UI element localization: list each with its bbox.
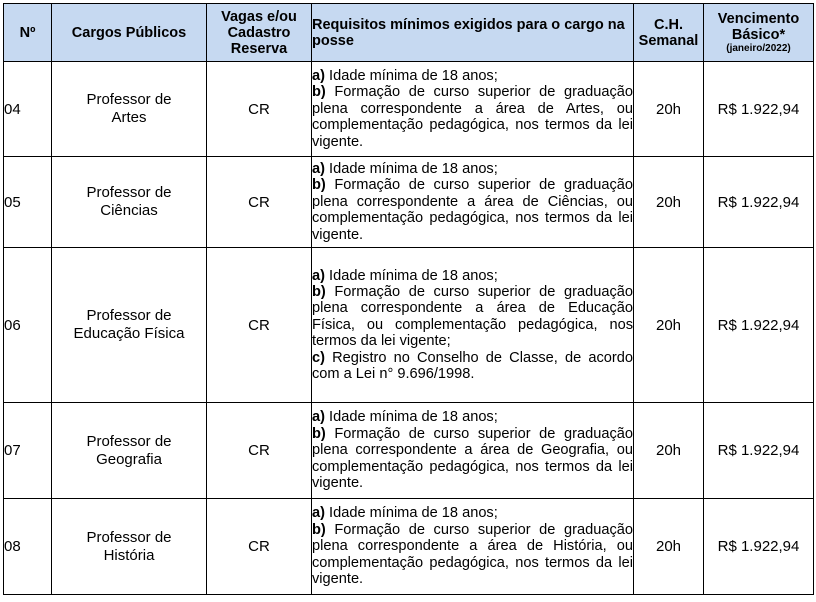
cell-vagas: CR [207,157,312,248]
cell-vagas: CR [207,403,312,499]
cell-numero: 06 [4,248,52,403]
requisito-label: b) [312,521,326,538]
cell-vagas: CR [207,499,312,595]
cell-cargo [52,62,207,157]
cell-requisitos [312,62,634,157]
cell-vagas: CR [207,62,312,157]
header-ch-line: Semanal [638,32,699,49]
requisito-label: b) [312,425,326,442]
cell-carga-horaria: 20h [634,157,704,248]
cargos-table [3,3,814,595]
requisito-a [312,409,633,425]
header-venc-line: Vencimento [717,10,800,27]
cell-numero: 08 [4,499,52,595]
requisito-text: Idade mínima de 18 anos; [324,409,498,426]
cell-cargo [52,248,207,403]
requisito-text: Idade mínima de 18 anos; [324,67,498,84]
requisito-b [312,522,633,588]
header-vagas-line: Vagas e/ou [221,8,297,25]
cargo-line: Professor de [86,528,172,546]
table-row [4,157,814,248]
requisito-text: Formação de curso superior de graduação plena correspondente a área de História, ou complementação pedagógica, nos termos da lei vigente. [312,521,633,588]
requisito-label: a) [312,67,325,84]
cell-vencimento: R$ 1.922,94 [704,403,814,499]
requisito-a [312,505,633,521]
header-carga-horaria [634,4,704,62]
requisito-label: c) [312,349,325,366]
cargo-line: Professor de [86,432,172,450]
cargo-line: Ciências [100,202,158,219]
requisito-text: Formação de curso superior de graduação plena correspondente a área de Ciências, ou complementação pedagógica, nos termos da lei vigente. [312,177,633,243]
cargo-line: Educação Física [73,325,185,342]
table-row [4,499,814,595]
cell-requisitos [312,403,634,499]
table-row [4,403,814,499]
header-vagas-line: Reserva [230,40,288,57]
header-vencimento [704,4,814,62]
cell-cargo [52,157,207,248]
cell-numero: 05 [4,157,52,248]
header-vagas-line: Cadastro [227,24,291,41]
cell-numero: 04 [4,62,52,157]
requisito-text: Registro no Conselho de Classe, de acordo com a Lei n° 9.696/1998. [312,349,633,383]
cell-requisitos [312,248,634,403]
cell-carga-horaria: 20h [634,403,704,499]
cargo-line: Professor de [86,307,172,324]
requisito-b [312,284,633,350]
cell-carga-horaria: 20h [634,62,704,157]
cell-carga-horaria: 20h [634,499,704,595]
requisito-a [312,161,633,177]
cargo-line: Professor de [86,184,172,201]
header-venc-line: Básico* [731,26,786,43]
cargo-line: Artes [111,109,147,126]
requisito-a [312,68,633,84]
cell-carga-horaria: 20h [634,248,704,403]
requisito-label: a) [312,409,325,426]
cell-cargo [52,499,207,595]
cell-requisitos [312,157,634,248]
requisito-c [312,350,633,383]
requisito-label: a) [312,160,325,177]
cell-numero: 07 [4,403,52,499]
requisito-label: b) [312,84,326,101]
header-vagas [207,4,312,62]
cell-vencimento: R$ 1.922,94 [704,157,814,248]
requisito-b [312,177,633,243]
cargo-line: História [103,546,155,564]
requisito-b [312,84,633,150]
cargo-line: Geografia [96,450,162,468]
requisito-text: Idade mínima de 18 anos; [324,160,498,177]
cell-vencimento: R$ 1.922,94 [704,248,814,403]
requisito-label: a) [312,267,325,284]
cell-vencimento: R$ 1.922,94 [704,62,814,157]
cell-cargo [52,403,207,499]
cell-vagas: CR [207,248,312,403]
requisito-text: Formação de curso superior de graduação plena correspondente a área de Artes, ou complementação pedagógica, nos termos da lei vigente. [312,84,633,150]
header-ch-line: C.H. [654,16,683,33]
header-requisitos: Requisitos mínimos exigidos para o cargo na posse [312,4,634,62]
requisito-a [312,268,633,284]
header-venc-date: (janeiro/2022) [726,42,791,54]
table-row [4,62,814,157]
requisito-text: Idade mínima de 18 anos; [324,267,498,284]
header-cargo: Cargos Públicos [52,4,207,62]
requisito-label: a) [312,505,325,522]
cell-requisitos [312,499,634,595]
table-row [4,248,814,403]
header-numero: Nº [4,4,52,62]
requisito-text: Formação de curso superior de graduação plena correspondente a área de Educação Física, ou complementação pedagógica, nos termos da lei vigente; [312,283,633,350]
requisito-text: Idade mínima de 18 anos; [324,505,498,522]
requisito-text: Formação de curso superior de graduação plena correspondente a área de Geografia, ou complementação pedagógica, nos termos da lei vigente. [312,425,633,492]
requisito-b [312,426,633,492]
requisito-label: b) [312,283,326,300]
cargo-line: Professor de [86,91,172,108]
cell-vencimento: R$ 1.922,94 [704,499,814,595]
header-row [4,4,814,62]
requisito-label: b) [312,177,326,194]
